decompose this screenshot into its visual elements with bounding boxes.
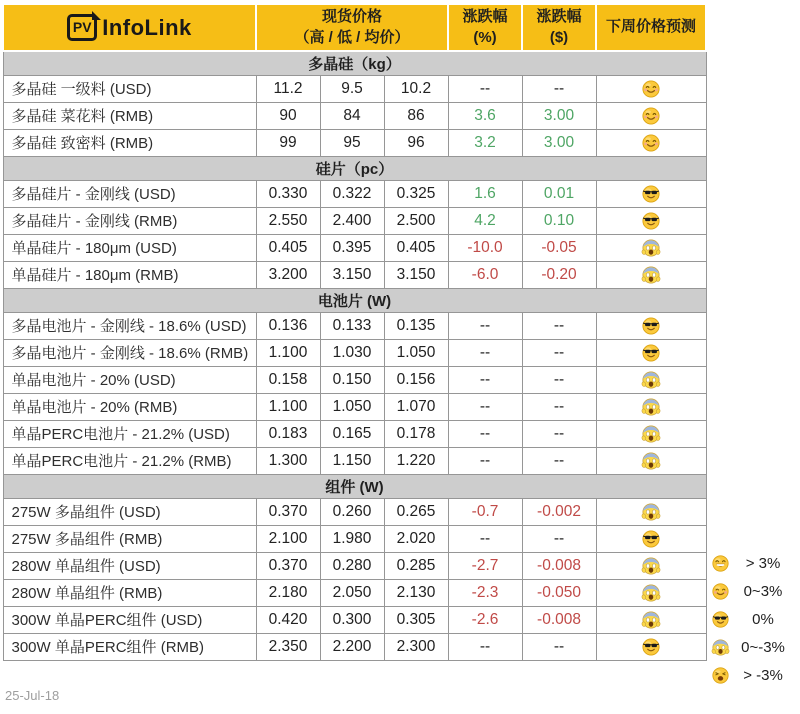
forecast-cell (596, 420, 706, 447)
low-price-cell: 0.150 (320, 366, 384, 393)
change-usd-cell: -0.008 (522, 552, 596, 579)
change-usd-cell: -- (522, 420, 596, 447)
avg-price-cell: 3.150 (384, 261, 448, 288)
sunglasses-emoji-icon (642, 317, 660, 335)
forecast-legend (712, 549, 789, 689)
forecast-cell (596, 75, 706, 102)
scream-emoji-icon (642, 371, 660, 389)
change-usd-cell: -0.20 (522, 261, 596, 288)
change-usd-cell: -- (522, 339, 596, 366)
high-price-cell: 2.180 (256, 579, 320, 606)
forecast-cell (596, 129, 706, 156)
scream-emoji-icon (642, 584, 660, 602)
section-title: 多晶硅（kg） (3, 51, 706, 75)
grin-emoji-icon (712, 555, 729, 572)
low-price-cell: 2.200 (320, 633, 384, 660)
report-date: 25-Jul-18 (5, 688, 60, 703)
change-usd-title: 涨跌幅 (536, 8, 582, 26)
forecast-header: 下周价格预测 (596, 4, 706, 51)
section-row (3, 474, 706, 498)
product-label: 275W 多晶组件 (USD) (3, 498, 256, 525)
change-pct-cell: 1.6 (448, 180, 522, 207)
high-price-cell: 0.370 (256, 552, 320, 579)
low-price-cell: 1.030 (320, 339, 384, 366)
high-price-cell: 3.200 (256, 261, 320, 288)
sunglasses-emoji-icon (642, 185, 660, 203)
product-label: 单晶电池片 - 20% (RMB) (3, 393, 256, 420)
change-usd-cell: -0.050 (522, 579, 596, 606)
spot-price-subtitle: （高 / 低 / 均价） (294, 28, 410, 46)
high-price-cell: 1.100 (256, 393, 320, 420)
change-pct-cell: -10.0 (448, 234, 522, 261)
change-usd-cell: 3.00 (522, 129, 596, 156)
low-price-cell: 1.050 (320, 393, 384, 420)
forecast-cell (596, 207, 706, 234)
low-price-cell: 0.260 (320, 498, 384, 525)
pv-logo-icon: PV (67, 14, 97, 41)
change-usd-unit: ($) (549, 28, 569, 46)
high-price-cell: 0.370 (256, 498, 320, 525)
high-price-cell: 0.183 (256, 420, 320, 447)
high-price-cell: 99 (256, 129, 320, 156)
change-usd-header (522, 4, 596, 51)
product-label: 275W 多晶组件 (RMB) (3, 525, 256, 552)
table-row (3, 261, 706, 288)
forecast-cell (596, 393, 706, 420)
low-price-cell: 2.050 (320, 579, 384, 606)
forecast-cell (596, 606, 706, 633)
change-pct-header (448, 4, 522, 51)
sunglasses-emoji-icon (642, 530, 660, 548)
change-usd-cell: -0.05 (522, 234, 596, 261)
low-price-cell: 0.280 (320, 552, 384, 579)
table-row (3, 129, 706, 156)
legend-label: 0% (752, 610, 774, 628)
avg-price-cell: 0.156 (384, 366, 448, 393)
section-row (3, 288, 706, 312)
table-row (3, 234, 706, 261)
low-price-cell: 0.395 (320, 234, 384, 261)
change-pct-cell: 3.2 (448, 129, 522, 156)
avg-price-cell: 0.265 (384, 498, 448, 525)
high-price-cell: 1.100 (256, 339, 320, 366)
change-usd-cell: -- (522, 633, 596, 660)
table-row (3, 366, 706, 393)
legend-label: > -3% (743, 666, 783, 684)
product-label: 300W 单晶PERC组件 (USD) (3, 606, 256, 633)
change-usd-cell: -- (522, 366, 596, 393)
change-pct-unit: (%) (473, 28, 497, 46)
table-row (3, 606, 706, 633)
change-pct-cell: -- (448, 312, 522, 339)
change-pct-cell: -6.0 (448, 261, 522, 288)
low-price-cell: 1.980 (320, 525, 384, 552)
change-usd-cell: 0.01 (522, 180, 596, 207)
scream-emoji-icon (642, 425, 660, 443)
change-pct-cell: -- (448, 75, 522, 102)
avg-price-cell: 1.220 (384, 447, 448, 474)
legend-label: > 3% (745, 554, 781, 572)
change-pct-cell: 3.6 (448, 102, 522, 129)
low-price-cell: 2.400 (320, 207, 384, 234)
legend-label: 0~-3% (741, 638, 785, 656)
forecast-cell (596, 525, 706, 552)
avg-price-cell: 0.178 (384, 420, 448, 447)
weary-emoji-icon (712, 667, 729, 684)
spot-price-title: 现货价格 (322, 8, 383, 26)
product-label: 多晶硅 菜花料 (RMB) (3, 102, 256, 129)
table-row (3, 207, 706, 234)
high-price-cell: 2.100 (256, 525, 320, 552)
low-price-cell: 0.133 (320, 312, 384, 339)
product-label: 单晶PERC电池片 - 21.2% (RMB) (3, 447, 256, 474)
table-row (3, 579, 706, 606)
avg-price-cell: 2.020 (384, 525, 448, 552)
avg-price-cell: 2.500 (384, 207, 448, 234)
change-usd-cell: -- (522, 75, 596, 102)
forecast-cell (596, 102, 706, 129)
scream-emoji-icon (642, 398, 660, 416)
sunglasses-emoji-icon (642, 212, 660, 230)
legend-item (712, 549, 789, 577)
product-label: 多晶硅片 - 金刚线 (USD) (3, 180, 256, 207)
table-row (3, 312, 706, 339)
change-pct-cell: -2.7 (448, 552, 522, 579)
avg-price-cell: 0.135 (384, 312, 448, 339)
product-label: 多晶电池片 - 金刚线 - 18.6% (USD) (3, 312, 256, 339)
scream-emoji-icon (642, 611, 660, 629)
forecast-cell (596, 552, 706, 579)
forecast-cell (596, 447, 706, 474)
table-row (3, 420, 706, 447)
change-pct-cell: -2.6 (448, 606, 522, 633)
change-usd-cell: -0.008 (522, 606, 596, 633)
table-row (3, 102, 706, 129)
change-pct-cell: -- (448, 339, 522, 366)
table-row (3, 180, 706, 207)
forecast-cell (596, 261, 706, 288)
forecast-cell (596, 579, 706, 606)
section-row (3, 51, 706, 75)
avg-price-cell: 96 (384, 129, 448, 156)
change-pct-cell: -0.7 (448, 498, 522, 525)
legend-item (712, 661, 789, 689)
sunglasses-emoji-icon (642, 344, 660, 362)
change-pct-cell: -- (448, 633, 522, 660)
section-title: 硅片（pc） (3, 156, 706, 180)
avg-price-cell: 2.130 (384, 579, 448, 606)
forecast-cell (596, 312, 706, 339)
high-price-cell: 0.136 (256, 312, 320, 339)
high-price-cell: 0.420 (256, 606, 320, 633)
legend-item (712, 633, 789, 661)
table-row (3, 75, 706, 102)
avg-price-cell: 10.2 (384, 75, 448, 102)
avg-price-cell: 0.305 (384, 606, 448, 633)
table-row (3, 525, 706, 552)
smile-emoji-icon (642, 107, 660, 125)
sunglasses-emoji-icon (712, 611, 729, 628)
low-price-cell: 95 (320, 129, 384, 156)
legend-item (712, 577, 789, 605)
product-label: 多晶电池片 - 金刚线 - 18.6% (RMB) (3, 339, 256, 366)
high-price-cell: 0.405 (256, 234, 320, 261)
change-pct-title: 涨跌幅 (462, 8, 508, 26)
high-price-cell: 2.350 (256, 633, 320, 660)
spot-price-header (256, 4, 448, 51)
legend-label: 0~3% (743, 582, 783, 600)
avg-price-cell: 1.050 (384, 339, 448, 366)
forecast-cell (596, 366, 706, 393)
change-pct-cell: -- (448, 366, 522, 393)
product-label: 单晶硅片 - 180μm (USD) (3, 234, 256, 261)
spot-price-table (2, 3, 707, 661)
high-price-cell: 90 (256, 102, 320, 129)
product-label: 单晶硅片 - 180μm (RMB) (3, 261, 256, 288)
change-usd-cell: -- (522, 447, 596, 474)
high-price-cell: 0.158 (256, 366, 320, 393)
scream-emoji-icon (642, 452, 660, 470)
forecast-cell (596, 180, 706, 207)
avg-price-cell: 0.405 (384, 234, 448, 261)
scream-emoji-icon (642, 239, 660, 257)
scream-emoji-icon (712, 639, 729, 656)
change-pct-cell: -- (448, 447, 522, 474)
low-price-cell: 1.150 (320, 447, 384, 474)
product-label: 单晶PERC电池片 - 21.2% (USD) (3, 420, 256, 447)
avg-price-cell: 86 (384, 102, 448, 129)
change-usd-cell: -- (522, 525, 596, 552)
change-pct-cell: -- (448, 393, 522, 420)
logo-cell (3, 4, 256, 51)
table-row (3, 552, 706, 579)
change-pct-cell: -- (448, 420, 522, 447)
change-usd-cell: -0.002 (522, 498, 596, 525)
smile-emoji-icon (642, 134, 660, 152)
change-usd-cell: -- (522, 312, 596, 339)
high-price-cell: 2.550 (256, 207, 320, 234)
avg-price-cell: 1.070 (384, 393, 448, 420)
section-title: 电池片 (W) (3, 288, 706, 312)
section-row (3, 156, 706, 180)
avg-price-cell: 0.325 (384, 180, 448, 207)
forecast-cell (596, 633, 706, 660)
logo-text: InfoLink (102, 14, 192, 40)
avg-price-cell: 2.300 (384, 633, 448, 660)
low-price-cell: 0.322 (320, 180, 384, 207)
change-pct-cell: -2.3 (448, 579, 522, 606)
scream-emoji-icon (642, 557, 660, 575)
sunglasses-emoji-icon (642, 638, 660, 656)
forecast-cell (596, 498, 706, 525)
product-label: 280W 单晶组件 (RMB) (3, 579, 256, 606)
avg-price-cell: 0.285 (384, 552, 448, 579)
high-price-cell: 1.300 (256, 447, 320, 474)
product-label: 多晶硅 致密料 (RMB) (3, 129, 256, 156)
low-price-cell: 9.5 (320, 75, 384, 102)
table-row (3, 339, 706, 366)
product-label: 多晶硅片 - 金刚线 (RMB) (3, 207, 256, 234)
smile-emoji-icon (712, 583, 729, 600)
change-usd-cell: 3.00 (522, 102, 596, 129)
smile-emoji-icon (642, 80, 660, 98)
change-pct-cell: 4.2 (448, 207, 522, 234)
low-price-cell: 84 (320, 102, 384, 129)
change-usd-cell: -- (522, 393, 596, 420)
product-label: 单晶电池片 - 20% (USD) (3, 366, 256, 393)
section-title: 组件 (W) (3, 474, 706, 498)
legend-item (712, 605, 789, 633)
table-row (3, 633, 706, 660)
change-pct-cell: -- (448, 525, 522, 552)
table-row (3, 447, 706, 474)
low-price-cell: 0.165 (320, 420, 384, 447)
product-label: 多晶硅 一级料 (USD) (3, 75, 256, 102)
low-price-cell: 0.300 (320, 606, 384, 633)
change-usd-cell: 0.10 (522, 207, 596, 234)
high-price-cell: 0.330 (256, 180, 320, 207)
product-label: 280W 单晶组件 (USD) (3, 552, 256, 579)
product-label: 300W 单晶PERC组件 (RMB) (3, 633, 256, 660)
scream-emoji-icon (642, 503, 660, 521)
low-price-cell: 3.150 (320, 261, 384, 288)
table-row (3, 498, 706, 525)
forecast-cell (596, 339, 706, 366)
high-price-cell: 11.2 (256, 75, 320, 102)
table-header-row (3, 4, 706, 51)
pv-infolink-logo (67, 13, 192, 43)
price-table-body (3, 51, 706, 660)
forecast-cell (596, 234, 706, 261)
table-row (3, 393, 706, 420)
scream-emoji-icon (642, 266, 660, 284)
